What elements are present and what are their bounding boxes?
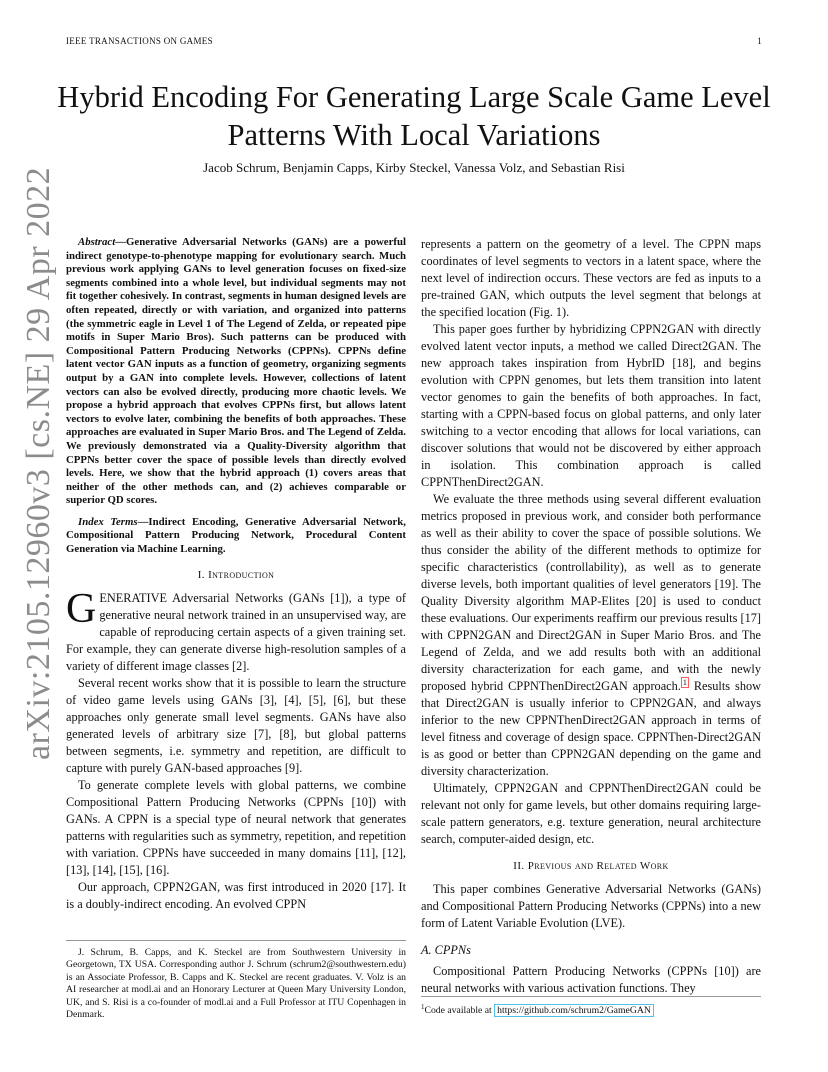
subsection-heading-cppns: A. CPPNs xyxy=(421,943,471,957)
intro-paragraph-3: To generate complete levels with global patterns, we combine Compositional Pattern Producing Networks (CPPNs [10]) with GANs. A CPPN is a special type of neural network that generates patterns with regularities such as symmetry, repetition, and repetition with variation. CPPNs have succeeded in many domains [11], [12], [13], [14], [15], [16]. xyxy=(66,777,407,877)
github-link[interactable]: https://github.com/schrum2/GameGAN xyxy=(494,1004,654,1017)
section-title: Previous and Related Work xyxy=(527,860,669,872)
right-column xyxy=(421,236,761,997)
footnote-marker[interactable]: 1 xyxy=(682,677,687,687)
affiliation-footnote xyxy=(66,940,406,1021)
right-paragraph-4: Ultimately, CPPN2GAN and CPPNThenDirect2GAN could be relevant not only for game levels, but other domains requiring large-scale pattern generators, e.g. texture generation, neural architecture search, computer-aided design, etc. xyxy=(421,781,761,846)
code-footnote-mark: 1 xyxy=(421,1003,425,1011)
drop-cap: G xyxy=(66,585,97,632)
cppn-paragraph-1: Compositional Pattern Producing Networks (CPPNs [10]) are neural networks with various activation functions. They xyxy=(421,964,761,995)
section-number: I. xyxy=(197,568,205,581)
intro-p1-text: ENERATIVE Adversarial Networks (GANs [1]), a type of generative neural network trained in an unsupervised way, are capable of reproducing certain aspects of a given training set. For example, they can generate diverse high-resolution samples of a variety of different image classes [2]. xyxy=(66,590,406,673)
code-footnote xyxy=(421,996,761,1017)
section-heading-introduction xyxy=(66,567,406,584)
right-paragraph-3 xyxy=(421,491,761,780)
intro-paragraph-4: Our approach, CPPN2GAN, was first introduced in 2020 [17]. It is a doubly-indirect encoding. An evolved CPPN xyxy=(66,879,406,911)
section-number: II. xyxy=(513,860,525,872)
related-paragraph-1: This paper combines Generative Adversarial Networks (GANs) and Compositional Pattern Producing Networks (CPPNs) into a new form of Latent Variable Evolution (LVE). xyxy=(421,882,761,930)
arxiv-stamp: arXiv:2105.12960v3 [cs.NE] 29 Apr 2022 xyxy=(20,166,57,760)
abstract-text: —Generative Adversarial Networks (GANs) are a powerful indirect genotype-to-phenotype mapping for evolutionary search. Much previous work applying GANs to level generation focuses on fixed-size segments combined into a whole level, but individual segments may not fit together cohesively. In contrast, segments in human designed levels are often repeated, directly or with variation, and organized into patterns (the symmetric eagle in Level 1 of The Legend of Zelda, or repeated pipe motifs in Super Mario Bros). Such patterns can be produced with Compositional Pattern Producing Networks (CPPNs). CPPNs define latent vector GAN inputs as a function of geometry, organizing segments output by a GAN into complete levels. However, collections of latent vectors can also be evolved directly, producing more chaotic levels. We propose a hybrid approach that evolves CPPNs first, but allows latent vectors to evolve later, combining the benefits of both approaches. These approaches are evaluated in Super Mario Bros. and The Legend of Zelda. We previously demonstrated via a Quality-Diversity algorithm that CPPNs better cover the space of possible levels than directly evolved levels. Here, we show that the hybrid approach (1) covers areas that neither of the other methods can, and (2) achieves comparable or superior QD scores. xyxy=(66,236,406,507)
right-paragraph-2: This paper goes further by hybridizing CPPN2GAN with directly evolved latent vector inputs, a method we called Direct2GAN. The new approach takes inspiration from HybrID [18], and begins evolution with CPPN genomes, but lets them transition into latent vector genomes to gain the benefits of both approaches. In fact, starting with a CPPN-based focus on global patterns, and only later switching to a vector encoding that allows for local variations, can discover solutions that would not be discovered by either approach in isolation. This combination approach is called CPPNThenDirect2GAN. xyxy=(421,322,761,489)
left-column xyxy=(66,236,406,913)
code-footnote-text: Code available at xyxy=(424,1005,495,1017)
section-title: Introduction xyxy=(208,568,275,581)
right-paragraph-1: represents a pattern on the geometry of a level. The CPPN maps coordinates of level segments to vectors in a latent space, where the next level of indirection occurs. These vectors are fed as inputs to a pre-trained GAN, which outputs the level segment that belongs at the specified location (Fig. 1). xyxy=(421,237,761,319)
intro-paragraph-2: Several recent works show that it is possible to learn the structure of video game levels using GANs [3], [4], [5], [6], but these approaches only generate small level segments. GANs have also generated levels of arbitrary size [7], [8], but global patterns between segments, i.e. symmetry and repetition, are difficult to capture with purely GAN-based approaches [9]. xyxy=(66,675,406,775)
right-p3-text: We evaluate the three methods using several different evaluation metrics proposed in previous work, and consider both performance as well as their ability to cover the space of possible solutions. We thus consider the ability of the different methods to optimize for specific characteristics (controllability), as well as to generate diverse levels, both important qualities of level generators [19]. The Quality Diversity algorithm MAP-Elites [20] is used to conduct these evaluations. Our experiments reaffirm our previous results [17] with CPPN2GAN and Direct2GAN in Super Mario Bros. and The Legend of Zelda, and we add results both with an additional diversity characterization for each game, and with the newly proposed hybrid CPPNThenDirect2GAN approach. xyxy=(421,492,761,693)
abstract-lead: Abstract xyxy=(78,236,116,248)
intro-paragraph-1 xyxy=(66,585,406,675)
index-terms-lead: Index Terms xyxy=(78,515,138,528)
journal-name: IEEE TRANSACTIONS ON GAMES xyxy=(66,36,213,46)
author-list: Jacob Schrum, Benjamin Capps, Kirby Steckel, Vanessa Volz, and Sebastian Risi xyxy=(203,160,625,175)
section-heading-related-work xyxy=(421,858,761,875)
index-terms-text: —Indirect Encoding, Generative Adversarial Network, Compositional Pattern Producing Network, Procedural Content Generation via Machine Learning. xyxy=(66,515,406,556)
page-number: 1 xyxy=(757,36,762,46)
running-header xyxy=(66,36,762,46)
paper-title: Hybrid Encoding For Generating Large Scale Game Level Patterns With Local Variations xyxy=(57,80,771,152)
affiliation-text: J. Schrum, B. Capps, and K. Steckel are from Southwestern University in Georgetown, TX USA. Corresponding author J. Schrum (schrum2@southwestern.edu) is an Associate Professor, B. Capps and K. Steckel are recent graduates. V. Volz is an AI researcher at modl.ai and an Honorary Lecturer at Queen Mary University London, UK, and S. Risi is a co-founder of modl.ai and a Full Professor at ITU Copenhagen in Denmark. xyxy=(66,947,406,1021)
abstract xyxy=(66,236,406,557)
right-p3b-text: Results show that Direct2GAN is usually inferior to CPPN2GAN, and always inferior to the new CPPNThenDirect2GAN approach in terms of level fitness and coverage of design space. CPPNThen-Direct2GAN is as good or better than CPPN2GAN depending on the game and diversity characterization. xyxy=(421,679,761,778)
